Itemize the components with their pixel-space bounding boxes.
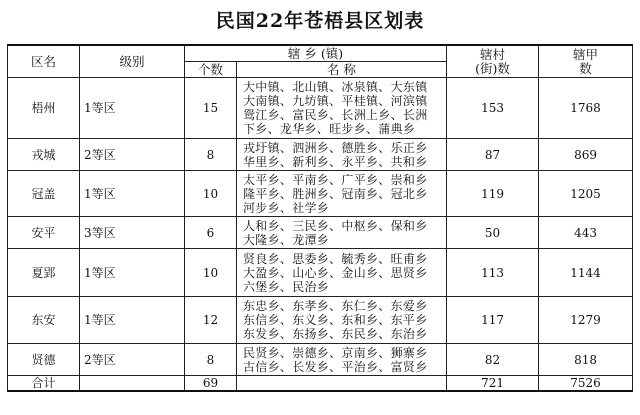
village-count: 87 bbox=[447, 139, 539, 171]
township-count: 8 bbox=[185, 344, 237, 376]
district-rank: 1等区 bbox=[80, 249, 185, 297]
village-count: 153 bbox=[447, 78, 539, 139]
district-name: 安平 bbox=[8, 217, 80, 249]
district-name: 戎城 bbox=[8, 139, 80, 171]
village-count: 82 bbox=[447, 344, 539, 376]
district-rank: 1等区 bbox=[80, 297, 185, 344]
jia-count: 1279 bbox=[539, 297, 633, 344]
jia-count: 818 bbox=[539, 344, 633, 376]
township-count: 6 bbox=[185, 217, 237, 249]
village-count: 117 bbox=[447, 297, 539, 344]
header-names: 名 称 bbox=[237, 62, 447, 78]
township-count: 15 bbox=[185, 78, 237, 139]
township-count: 8 bbox=[185, 139, 237, 171]
township-names: 人和乡、三民乡、中枢乡、保和乡 大隆乡、龙潭乡 bbox=[237, 217, 447, 249]
district-rank: 3等区 bbox=[80, 217, 185, 249]
table-row bbox=[8, 171, 633, 217]
district-name: 东安 bbox=[8, 297, 80, 344]
jia-count: 443 bbox=[539, 217, 633, 249]
page-title: 民国22年苍梧县区划表 bbox=[215, 10, 425, 32]
header-rank: 级别 bbox=[80, 45, 185, 78]
header-count: 个数 bbox=[185, 62, 237, 78]
jia-count: 869 bbox=[539, 139, 633, 171]
township-names: 贤良乡、思委乡、毓秀乡、旺甫乡 大盈乡、山心乡、金山乡、思贤乡 六堡乡、民治乡 bbox=[237, 249, 447, 297]
total-names-empty bbox=[237, 376, 447, 392]
table-row bbox=[8, 217, 633, 249]
jia-count: 1768 bbox=[539, 78, 633, 139]
total-label: 合计 bbox=[8, 376, 80, 392]
township-count: 10 bbox=[185, 249, 237, 297]
total-villages: 721 bbox=[447, 376, 539, 392]
table-row bbox=[8, 139, 633, 171]
total-jia: 7526 bbox=[539, 376, 633, 392]
township-names: 太平乡、平南乡、广平乡、崇和乡 隆平乡、胜洲乡、冠南乡、冠北乡 河步乡、社学乡 bbox=[237, 171, 447, 217]
district-name: 贤德 bbox=[8, 344, 80, 376]
district-name: 梧州 bbox=[8, 78, 80, 139]
township-names: 大中镇、北山镇、冰泉镇、大东镇 大南镇、九坊镇、平桂镇、河滨镇 鸳江乡、富民乡、长洲上乡、长洲 下乡、龙华乡、旺步乡、蒲典乡 bbox=[237, 78, 447, 139]
jia-count: 1205 bbox=[539, 171, 633, 217]
district-name: 冠盖 bbox=[8, 171, 80, 217]
header-jia: 辖甲 数 bbox=[539, 45, 633, 78]
village-count: 119 bbox=[447, 171, 539, 217]
village-count: 50 bbox=[447, 217, 539, 249]
total-rank-empty bbox=[80, 376, 185, 392]
village-count: 113 bbox=[447, 249, 539, 297]
header-townships: 辖 乡 (镇) bbox=[185, 45, 447, 62]
township-count: 10 bbox=[185, 171, 237, 217]
header-row bbox=[8, 45, 633, 62]
table-row bbox=[8, 344, 633, 376]
township-names: 东忠乡、东孝乡、东仁乡、东爱乡 东信乡、东义乡、东和乡、东平乡 东发乡、东扬乡、东民乡、东治乡 bbox=[237, 297, 447, 344]
total-count: 69 bbox=[185, 376, 237, 392]
township-names: 民贤乡、崇德乡、京南乡、狮寨乡 古信乡、长发乡、平治乡、富贤乡 bbox=[237, 344, 447, 376]
township-count: 12 bbox=[185, 297, 237, 344]
table-row bbox=[8, 297, 633, 344]
district-rank: 1等区 bbox=[80, 171, 185, 217]
township-names: 戎圩镇、泗洲乡、德胜乡、乐正乡 华里乡、新利乡、永平乡、共和乡 bbox=[237, 139, 447, 171]
district-rank: 2等区 bbox=[80, 139, 185, 171]
table-row bbox=[8, 78, 633, 139]
header-district: 区名 bbox=[8, 45, 80, 78]
district-rank: 2等区 bbox=[80, 344, 185, 376]
district-rank: 1等区 bbox=[80, 78, 185, 139]
header-villages: 辖村 (街)数 bbox=[447, 45, 539, 78]
district-table bbox=[7, 44, 633, 392]
table-row bbox=[8, 249, 633, 297]
jia-count: 1144 bbox=[539, 249, 633, 297]
district-name: 夏郢 bbox=[8, 249, 80, 297]
total-row bbox=[8, 376, 633, 392]
